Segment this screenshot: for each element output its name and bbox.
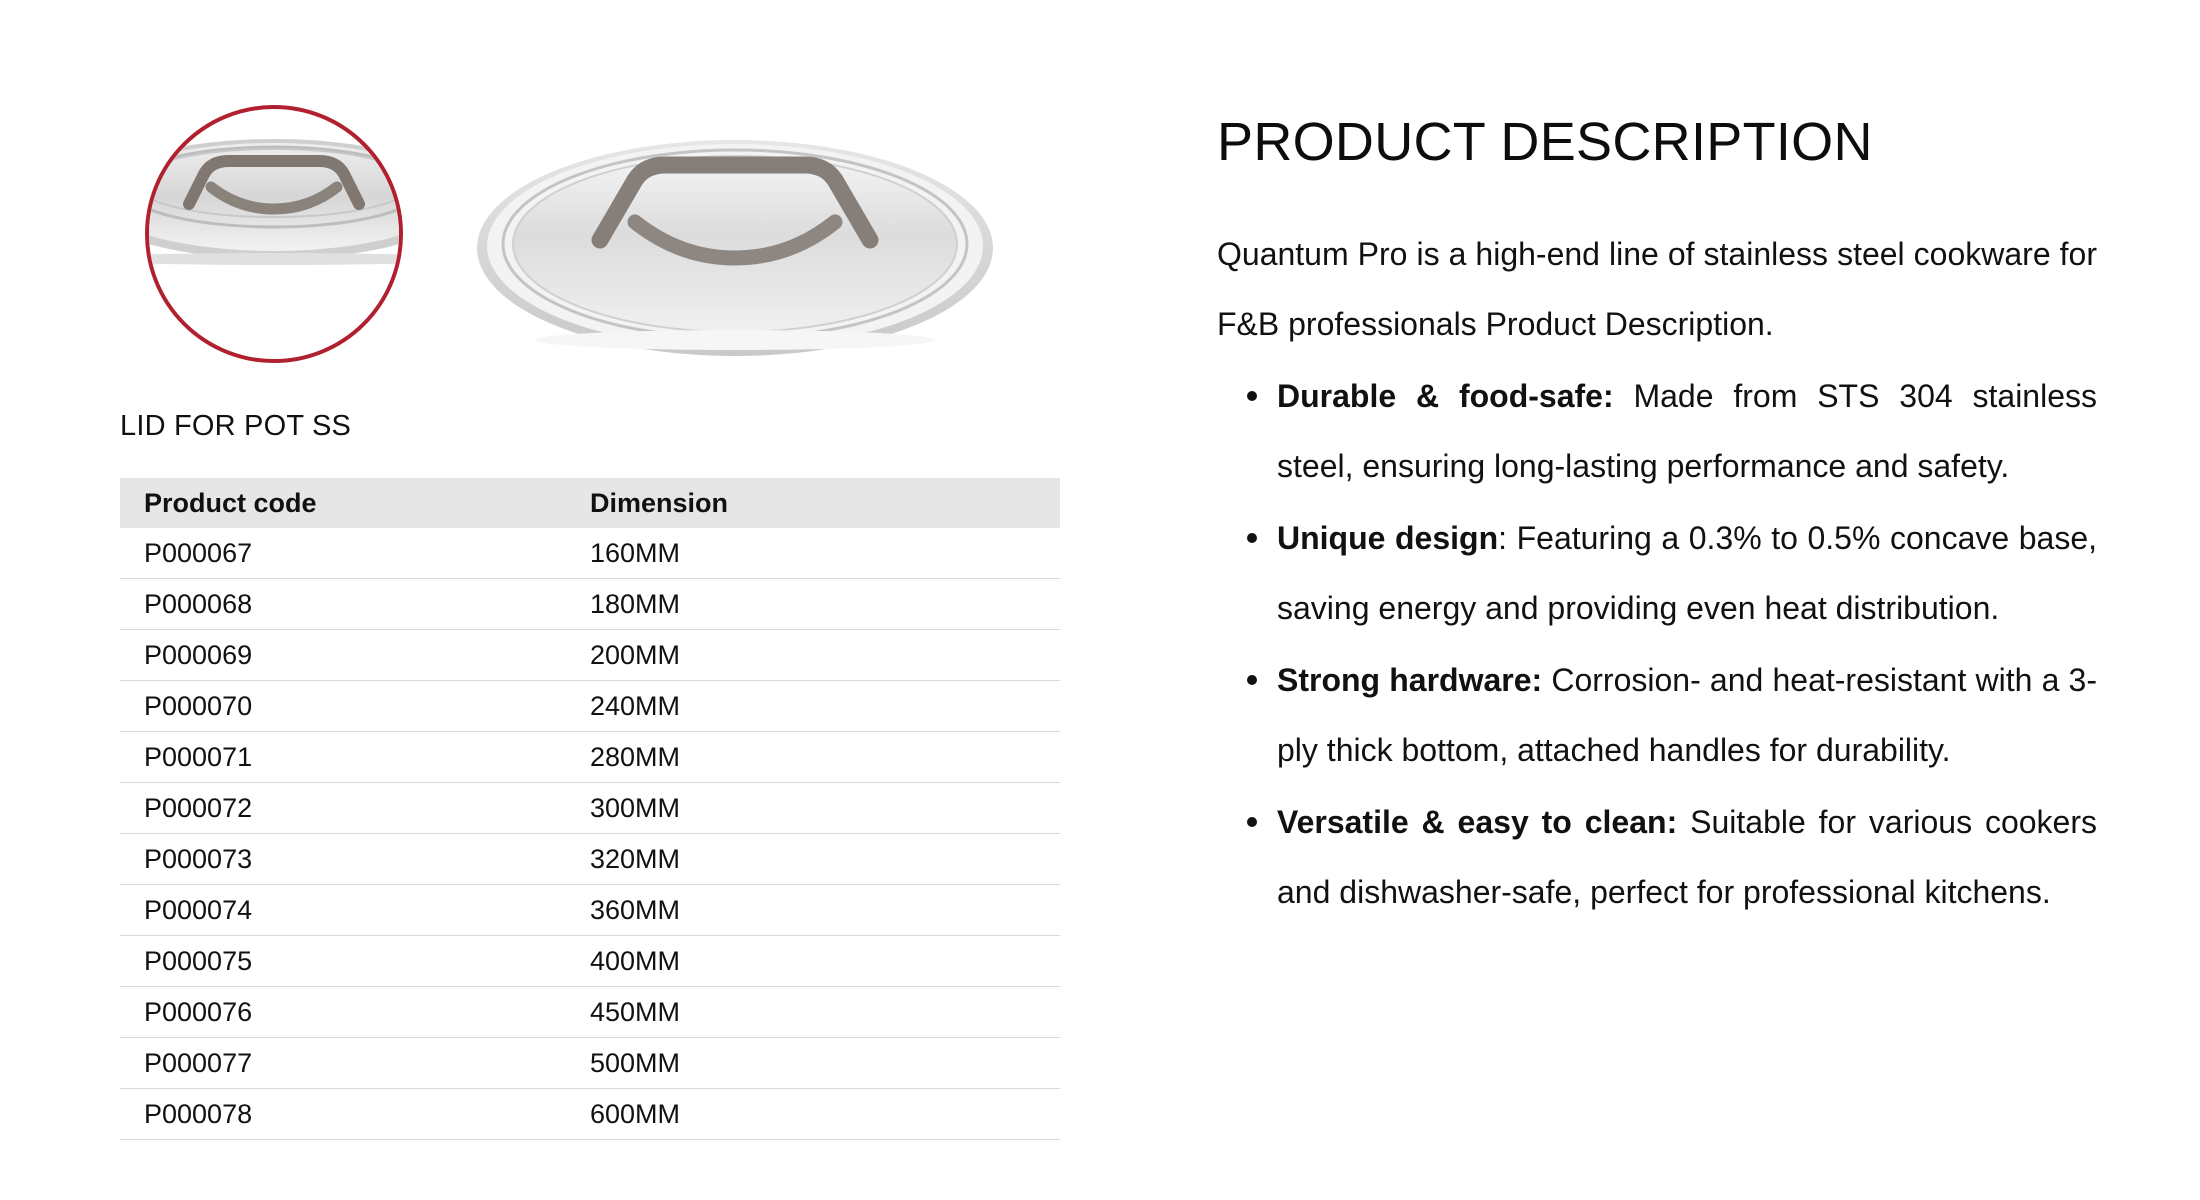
dimension-cell: 240MM [566, 681, 1060, 732]
product-code-cell: P000068 [120, 579, 566, 630]
feature-item [1217, 645, 2097, 785]
dimension-cell: 300MM [566, 783, 1060, 834]
product-panel [120, 100, 1060, 1129]
description-panel [1217, 112, 2098, 929]
table-row [120, 579, 1060, 630]
product-code-cell: P000070 [120, 681, 566, 732]
feature-title: Unique design [1277, 520, 1499, 556]
feature-text: : Featuring a 0.3% to 0.5% concave base, saving energy and providing even heat distribution. [1277, 520, 2098, 626]
dimension-cell: 200MM [566, 630, 1060, 681]
table-row [120, 885, 1060, 936]
product-thumbnail[interactable] [145, 105, 403, 363]
feature-title: Durable & food-safe: [1277, 378, 1614, 414]
table-row [120, 732, 1060, 783]
table-row [120, 528, 1060, 579]
product-main-image [475, 140, 995, 380]
dimension-cell: 360MM [566, 885, 1060, 936]
bullet-icon [1247, 391, 1257, 401]
table-row [120, 783, 1060, 834]
product-title: LID FOR POT SS [120, 410, 352, 442]
product-images [120, 100, 1060, 390]
table-row [120, 1089, 1060, 1140]
dimension-cell: 400MM [566, 936, 1060, 987]
feature-list [1217, 361, 2097, 927]
dimension-cell: 450MM [566, 987, 1060, 1038]
feature-text: Made from STS 304 stainless steel, ensuring long-lasting performance and safety. [1277, 378, 2098, 484]
product-code-cell: P000067 [120, 528, 566, 579]
product-code-cell: P000075 [120, 936, 566, 987]
table-row [120, 1038, 1060, 1089]
table-row [120, 630, 1060, 681]
feature-text: Suitable for various cookers and dishwasher-safe, perfect for professional kitchens. [1277, 804, 2098, 910]
feature-text: Corrosion- and heat-resistant with a 3-ply thick bottom, attached handles for durability. [1277, 662, 2098, 768]
description-intro: Quantum Pro is a high-end line of stainless steel cookware for F&B professionals Product Description. [1217, 236, 2097, 342]
feature-item [1217, 503, 2097, 643]
feature-title: Versatile & easy to clean: [1277, 804, 1678, 840]
product-code-cell: P000076 [120, 987, 566, 1038]
feature-item [1217, 361, 2097, 501]
description-heading: PRODUCT DESCRIPTION [1217, 112, 1873, 172]
table-row [120, 936, 1060, 987]
header-dimension: Dimension [590, 487, 729, 518]
feature-item [1217, 787, 2097, 927]
bullet-icon [1247, 817, 1257, 827]
bullet-icon [1247, 675, 1257, 685]
spec-table [120, 478, 1060, 1140]
table-row [120, 834, 1060, 885]
bullet-icon [1247, 533, 1257, 543]
header-product-code: Product code [144, 487, 317, 518]
pot-lid-icon [475, 140, 995, 380]
dimension-cell: 600MM [566, 1089, 1060, 1140]
product-code-cell: P000071 [120, 732, 566, 783]
dimension-cell: 180MM [566, 579, 1060, 630]
product-code-cell: P000078 [120, 1089, 566, 1140]
product-code-cell: P000073 [120, 834, 566, 885]
dimension-cell: 280MM [566, 732, 1060, 783]
pot-lid-closeup-icon [149, 109, 399, 359]
dimension-cell: 320MM [566, 834, 1060, 885]
product-code-cell: P000077 [120, 1038, 566, 1089]
feature-title: Strong hardware: [1277, 662, 1543, 698]
table-row [120, 987, 1060, 1038]
product-code-cell: P000069 [120, 630, 566, 681]
table-header-row [120, 478, 1060, 528]
product-code-cell: P000072 [120, 783, 566, 834]
product-code-cell: P000074 [120, 885, 566, 936]
table-row [120, 681, 1060, 732]
dimension-cell: 500MM [566, 1038, 1060, 1089]
dimension-cell: 160MM [566, 528, 1060, 579]
